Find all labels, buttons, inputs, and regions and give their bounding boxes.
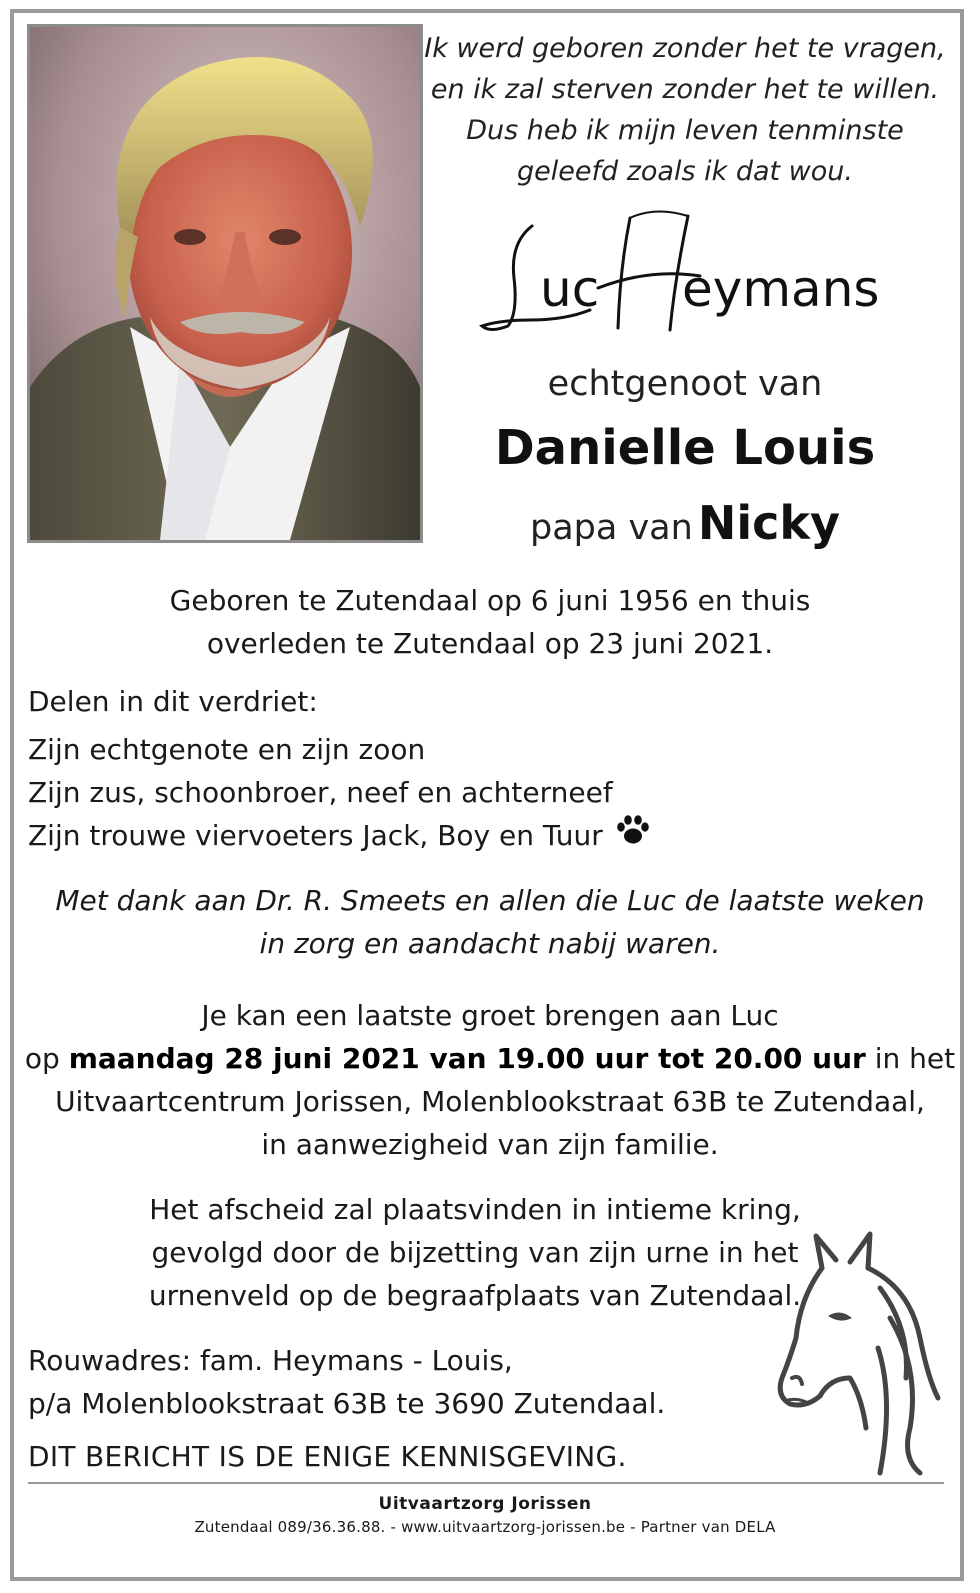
poem bbox=[420, 28, 950, 192]
poem-line: geleefd zoals ik dat wou. bbox=[517, 156, 853, 187]
visit-line: Je kan een laatste groet brengen aan Luc bbox=[201, 999, 779, 1032]
child-prefix: papa van bbox=[529, 508, 693, 548]
funeral-company: Uitvaartzorg Jorissen bbox=[378, 1494, 592, 1514]
visit-line bbox=[0, 1037, 980, 1080]
first-name-rest: uc bbox=[540, 260, 600, 318]
poem-line: Dus heb ik mijn leven tenminste bbox=[466, 115, 904, 146]
poem-line: en ik zal sterven zonder het te willen. bbox=[430, 74, 940, 105]
spouse-name: Danielle Louis bbox=[494, 420, 876, 476]
farewell-line: Het afscheid zal plaatsvinden in intieme kring, bbox=[149, 1193, 801, 1226]
mourner-item: Zijn trouwe viervoeters Jack, Boy en Tuur bbox=[28, 819, 603, 852]
horse-head-icon bbox=[770, 1228, 950, 1478]
mourner-item: Zijn zus, schoonbroer, neef en achterneef bbox=[28, 776, 613, 809]
visit-line: in aanwezigheid van zijn familie. bbox=[261, 1128, 719, 1161]
funeral-contact: Zutendaal 089/36.36.88. - www.uitvaartzorg-jorissen.be - Partner van DELA bbox=[194, 1518, 776, 1536]
birth-death-info bbox=[0, 579, 980, 665]
mourner-item: Zijn echtgenote en zijn zoon bbox=[28, 733, 426, 766]
visitation-info bbox=[0, 994, 980, 1166]
last-name-rest: eymans bbox=[682, 260, 880, 318]
deceased-name bbox=[470, 208, 910, 348]
footer bbox=[0, 1494, 970, 1536]
address-line: Rouwadres: fam. Heymans - Louis, bbox=[28, 1344, 513, 1377]
visit-post: in het bbox=[865, 1042, 956, 1075]
farewell-line: gevolgd door de bijzetting van zijn urne in het bbox=[151, 1236, 799, 1269]
died-line: overleden te Zutendaal op 23 juni 2021. bbox=[206, 627, 774, 660]
address-line: p/a Molenblookstraat 63B te 3690 Zutendaal. bbox=[28, 1387, 666, 1420]
child-line bbox=[420, 496, 950, 550]
thanks-message bbox=[0, 879, 980, 965]
sole-notice: DIT BERICHT IS DE ENIGE KENNISGEVING. bbox=[28, 1440, 627, 1473]
paw-icon bbox=[616, 814, 650, 846]
mourners-heading: Delen in dit verdriet: bbox=[28, 685, 318, 718]
poem-line: Ik werd geboren zonder het te vragen, bbox=[424, 33, 946, 64]
farewell-line: urnenveld op de begraafplaats van Zutendaal. bbox=[148, 1279, 802, 1312]
child-name: Nicky bbox=[697, 496, 841, 550]
portrait-photo bbox=[27, 24, 423, 543]
visit-line: Uitvaartcentrum Jorissen, Molenblookstraat 63B te Zutendaal, bbox=[55, 1085, 925, 1118]
footer-divider bbox=[28, 1482, 944, 1484]
visit-pre: op bbox=[24, 1042, 69, 1075]
mourning-address bbox=[28, 1339, 748, 1425]
visit-datetime: maandag 28 juni 2021 van 19.00 uur tot 20.00 uur bbox=[68, 1042, 866, 1075]
thanks-line: Met dank aan Dr. R. Smeets en allen die Luc de laatste weken bbox=[55, 884, 925, 917]
born-line: Geboren te Zutendaal op 6 juni 1956 en thuis bbox=[169, 584, 811, 617]
thanks-line: in zorg en aandacht nabij waren. bbox=[259, 927, 721, 960]
spouse-prefix: echtgenoot van bbox=[547, 364, 823, 404]
